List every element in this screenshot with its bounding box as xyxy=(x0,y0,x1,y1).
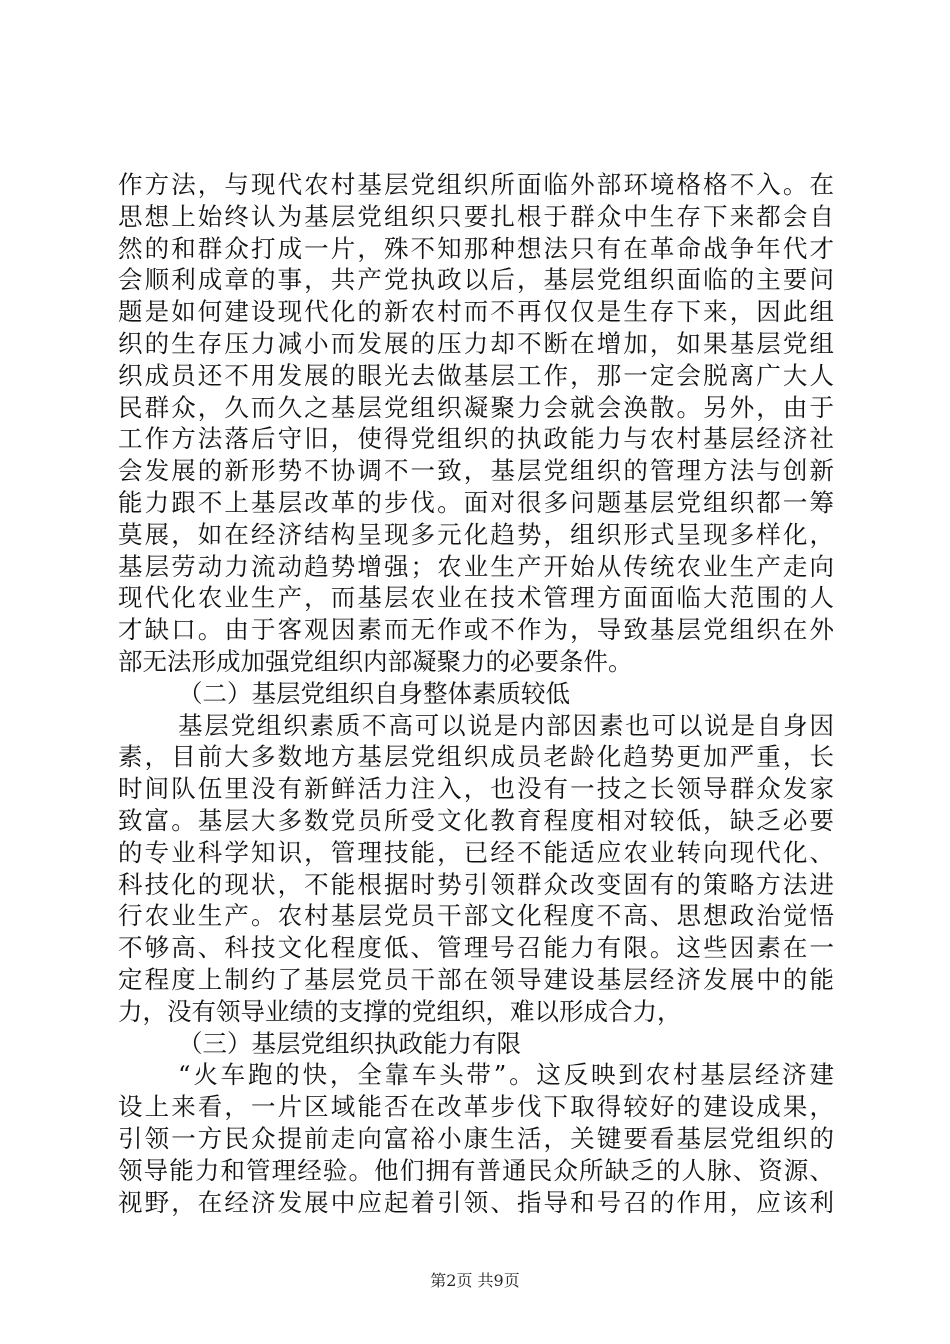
text-line: 作方法，与现代农村基层党组织所面临外部环境格格不入。在 xyxy=(118,170,834,199)
text-line: 莫展，如在经济结构呈现多元化趋势，组织形式呈现多样化， xyxy=(118,519,834,549)
section-heading-2: （二）基层党组织自身整体素质较低 xyxy=(178,678,570,708)
text-line: 力，没有领导业绩的支撑的党组织，难以形成合力， xyxy=(118,996,682,1026)
text-line: 织成员还不用发展的眼光去做基层工作，那一定会脱离广大人 xyxy=(118,360,834,390)
section-heading-3: （三）基层党组织执政能力有限 xyxy=(178,1028,521,1058)
text-line: 部无法形成加强党组织内部凝聚力的必要条件。 xyxy=(118,646,633,676)
text-line: 致富。基层大多数党员所受文化教育程度相对较低，缺乏必要 xyxy=(118,805,834,835)
text-line: 行农业生产。农村基层党员干部文化程度不高、思想政治觉悟 xyxy=(118,901,834,931)
text-line: 然的和群众打成一片，殊不知那种想法只有在革命战争年代才 xyxy=(118,233,834,263)
text-line: 才缺口。由于客观因素而无作或不作为，导致基层党组织在外 xyxy=(118,615,834,645)
paragraph-2 xyxy=(118,710,834,1028)
text-line: 基层党组织素质不高可以说是内部因素也可以说是自身因 xyxy=(178,710,834,740)
text-line: 的专业科学知识，管理技能，已经不能适应农业转向现代化、 xyxy=(118,837,834,867)
text-line: 领导能力和管理经验。他们拥有普通民众所缺乏的人脉、资源、 xyxy=(118,1155,834,1185)
text-line: 视野，在经济发展中应起着引领、指导和号召的作用，应该利 xyxy=(118,1187,834,1217)
text-line: 设上来看，一片区域能否在改革步伐下取得较好的建设成果， xyxy=(118,1092,834,1122)
text-line: 题是如何建设现代化的新农村而不再仅仅是生存下来，因此组 xyxy=(118,297,834,327)
text-line: 会顺利成章的事，共产党执政以后，基层党组织面临的主要问 xyxy=(118,265,834,295)
text-line: 能力跟不上基层改革的步伐。面对很多问题基层党组织都一筹 xyxy=(118,487,834,517)
text-line: 会发展的新形势不协调不一致，基层党组织的管理方法与创新 xyxy=(118,456,834,486)
text-line: 工作方法落后守旧，使得党组织的执政能力与农村基层经济社 xyxy=(118,424,834,454)
text-line: 思想上始终认为基层党组织只要扎根于群众中生存下来都会自 xyxy=(118,201,834,231)
text-line: 不够高、科技文化程度低、管理号召能力有限。这些因素在一 xyxy=(118,933,834,963)
text-line: 引领一方民众提前走向富裕小康生活，关键要看基层党组织的 xyxy=(118,1123,834,1153)
body-text xyxy=(118,169,834,1218)
text-line: 素，目前大多数地方基层党组织成员老龄化趋势更加严重，长 xyxy=(118,742,834,772)
page-number-footer: 第2页 共9页 xyxy=(430,1271,520,1290)
text-line: 基层劳动力流动趋势增强；农业生产开始从传统农业生产走向 xyxy=(118,551,834,581)
text-line: 现代化农业生产，而基层农业在技术管理方面面临大范围的人 xyxy=(118,583,834,613)
text-line: 时间队伍里没有新鲜活力注入，也没有一技之长领导群众发家 xyxy=(118,774,834,804)
text-line: 民群众，久而久之基层党组织凝聚力会就会涣散。另外，由于 xyxy=(118,392,834,422)
paragraph-3 xyxy=(118,1059,834,1218)
paragraph-1 xyxy=(118,169,834,678)
text-line: 织的生存压力减小而发展的压力却不断在增加，如果基层党组 xyxy=(118,328,834,358)
text-line: 科技化的现状，不能根据时势引领群众改变固有的策略方法进 xyxy=(118,869,834,899)
text-line: 定程度上制约了基层党员干部在领导建设基层经济发展中的能 xyxy=(118,964,834,994)
text-line: “火车跑的快，全靠车头带”。这反映到农村基层经济建 xyxy=(178,1060,834,1090)
